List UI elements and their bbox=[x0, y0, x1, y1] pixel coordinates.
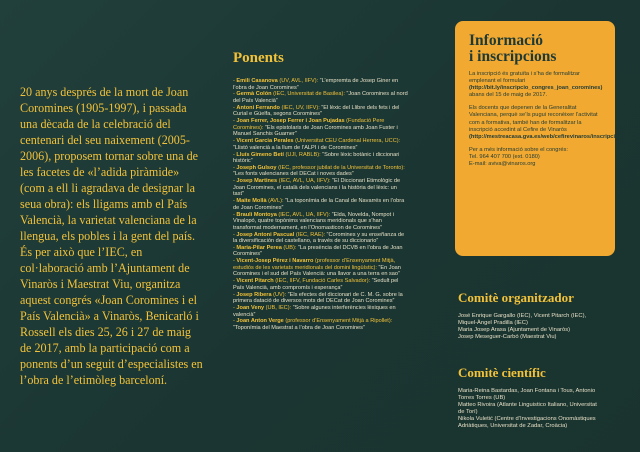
scientific-committee-title: Comitè científic bbox=[458, 365, 546, 380]
ponent-item: - Brauli Montoya (IEC, AVL, UA, IIFV): “Elda, Novelda, Nompot i Vinalopó, quatre topònims valencians meridionals que s’han transformat modernament, en l’Onomasticon de Coromines” bbox=[233, 211, 394, 231]
ponent-name: Vicent Pitarch bbox=[236, 278, 274, 285]
ponent-item: - Maite Mollà (AVL): “La toponímia de la Canal de Navarrés en l’obra de Joan Coromines” bbox=[233, 198, 405, 211]
ponent-affiliation: (IEC, AVL, UA, IIFV): bbox=[277, 178, 333, 185]
ponent-name: Josep Martines bbox=[236, 178, 278, 185]
ponent-affiliation: (Universitat CEU Cardenal Herrera, UCC): bbox=[293, 138, 401, 145]
ponent-affiliation: (professor d’Ensenyament Mitjà a Ripollet): bbox=[283, 318, 393, 325]
ponent-name: Emili Casanova bbox=[236, 78, 278, 84]
committee-member: Miquel-Àngel Pradilla (IEC) bbox=[458, 320, 528, 326]
committee-member: Josep Meseguer-Carbó (Maestrat Viu) bbox=[458, 334, 557, 340]
ponent-name: Josep Ribera bbox=[236, 291, 272, 298]
ponent-item: - Joseph Gulsoy (IEC, professor jubilat de la Universitat de Toronto): “Les fonts valencianes del DECat i noves dades” bbox=[233, 164, 405, 178]
committee-member: Matteo Rivoira (Atlante Linguistico Italiano, Universitat bbox=[458, 402, 597, 408]
ponent-talk: “Llistó valencià a la llum de l’ALPI i de Coromines” bbox=[233, 144, 358, 151]
ponent-item: - Josep Ribera (UV): “Els efectes del diccionari de C. M. G. sobre la primera datació de diversos mots del DECat de Joan Coromines” bbox=[233, 291, 403, 305]
info-box bbox=[455, 21, 623, 256]
ponent-name: Joan Ferrer, Josep Ferrer i Joan Pujadas bbox=[236, 118, 345, 125]
ponent-item: - Josep Antoni Pascual (IEC, RAE): “Coromines y su enseñanza de la diversificación del castellano, a través de su diccionario” bbox=[233, 231, 405, 245]
ponent-item: - Germà Colón (IEC, Universitat de Basilea): “Joan Coromines al nord del País Valencià” bbox=[233, 91, 408, 104]
ponent-affiliation: (UJI, RABLB): bbox=[283, 151, 323, 158]
ponent-talk: “Sobre lèxic botànic i diccionari històric” bbox=[233, 151, 400, 165]
ponent-talk: “L’empremta de Josep Giner en l’obra de Joan Coromines” bbox=[233, 78, 399, 91]
ponent-item: - Emili Casanova (UV, AVL, IIFV): “L’empremta de Josep Giner en l’obra de Joan Coromines” bbox=[233, 78, 399, 91]
info-title bbox=[469, 33, 603, 65]
ponent-affiliation: (IEC, RAE): bbox=[294, 231, 327, 238]
ponent-talk: “Sedult pel País Valencià, amb compromís i esperança” bbox=[233, 278, 399, 291]
committee-member: de Torí) bbox=[458, 409, 478, 415]
info-p2-tail: . bbox=[620, 133, 623, 140]
ponent-item: - Vicent-Josep Pérez i Navarro (professor d’Ensenyament Mitjà, estudiós de les varietats meridionals del domini lingüístic): “En Joan Coromines i el sud del País Valencià: una llavor a una terra en sao” bbox=[233, 258, 401, 278]
ponent-talk: “Sobre algunes interferències lèxiques en valencià” bbox=[233, 305, 396, 318]
info-email[interactable]: E-mail: aviva@vinaros.org bbox=[469, 161, 536, 168]
organizing-committee-title: Comitè organitzador bbox=[458, 290, 574, 305]
committee-member: Torres Torres (UB) bbox=[458, 395, 506, 401]
committee-member: Nikola Vuletić (Centre d’Investigacions Onomàstiques bbox=[458, 416, 596, 422]
ponent-item: - Maria-Pilar Perea (UB): “La presència del DCVB en l’obra de Joan Coromines” bbox=[233, 244, 403, 258]
ponent-name: Josep Antoni Pascual bbox=[236, 231, 295, 238]
ponent-name: Joan Anton Verge bbox=[236, 318, 284, 325]
registration-link[interactable]: (http://bit.ly/inscripcio_congres_joan_coromines) bbox=[469, 85, 603, 92]
ponent-item: - Vicent Garcia Perales (Universitat CEU Cardenal Herrera, UCC): “Llistó valencià a la llum de l’ALPI i de Coromines” bbox=[233, 138, 401, 151]
ponent-name: Lluís Gimeno Betí bbox=[236, 151, 284, 158]
ponent-item: - Josep Martines (IEC, AVL, UA, IIFV): “El Diccionari Etimològic de Joan Coromines, el català dels valencians i la història del lèxic: un tast” bbox=[233, 178, 401, 198]
ponent-item: - Joan Veny (UB, IEC): “Sobre algunes interferències lèxiques en valencià” bbox=[233, 305, 396, 318]
committee-member: José Enrique Gargallo (IEC), Vicent Pitarch (IEC), bbox=[458, 313, 587, 319]
ponent-affiliation: (IEC, Universitat de Basilea): bbox=[271, 91, 347, 98]
ponent-talk: “La presència del DCVB en l’obra de Joan Coromines” bbox=[233, 244, 403, 258]
ponent-name: Joan Veny bbox=[236, 305, 265, 312]
ponents-list bbox=[233, 78, 409, 332]
ponent-affiliation: (Fundació Pere Coromines): bbox=[233, 118, 385, 131]
info-contact bbox=[469, 147, 603, 168]
ponent-talk: “Toponímia del Maestrat a l’obra de Joan Coromines” bbox=[233, 324, 365, 331]
ponent-talk: “Coromines y su enseñanza de la diversificación del castellano, a través de su diccionario” bbox=[233, 231, 405, 245]
info-p2-text: Els docents que depenen de la Generalitat Valenciana, perquè se’ls pugui reconèixer l’activitat com a formativa, també han de formalitzar la inscripció accedint al Cefire de Vinaròs bbox=[469, 105, 598, 133]
info-title-line1: Informació bbox=[469, 32, 544, 49]
scientific-committee bbox=[458, 365, 623, 430]
ponent-item: - Vicent Pitarch (IEC, IIFV, Fundació Carles Salvador): “Sedult pel País Valencià, amb compromís i esperança” bbox=[233, 278, 399, 291]
ponent-item: - Lluís Gimeno Betí (UJI, RABLB): “Sobre lèxic botànic i diccionari històric” bbox=[233, 151, 400, 165]
ponents-title: Ponents bbox=[233, 50, 284, 66]
ponent-item: - Antoni Ferrando (IEC, UV, IIFV): “El lèxic del Llibre dels fets i del Curial e Güelfa, segons Coromines” bbox=[233, 104, 400, 118]
info-p1-text: La inscripció és gratuïta i s’ha de formalitzar emplenant el formulari bbox=[469, 71, 580, 85]
ponent-name: Maria-Pilar Perea bbox=[236, 244, 282, 251]
ponent-name: Vicent Garcia Perales bbox=[236, 138, 294, 145]
ponent-affiliation: (UV): bbox=[271, 291, 288, 298]
organizing-members bbox=[458, 313, 623, 341]
ponent-name: Vicent-Josep Pérez i Navarro bbox=[236, 258, 314, 265]
ponent-affiliation: (UB): bbox=[281, 244, 298, 251]
ponent-talk: “Joan Coromines al nord del País Valencià” bbox=[233, 91, 408, 104]
ponent-affiliation: (professor d’Ensenyament Mitjà, estudiós de les varietats meridionals del domini lingüístic): bbox=[233, 258, 396, 271]
ponent-talk: “Els efectes del diccionari de C. M. G. sobre la primera datació de diversos mots del DECat de Joan Coromines” bbox=[233, 291, 403, 305]
info-contact-intro: Per a més informació sobre el congrés: bbox=[469, 146, 568, 153]
cefire-link[interactable]: (http://mestreacasa.gva.es/web/cefirevinaros/inscripcio) bbox=[469, 133, 621, 140]
ponent-name: Brauli Montoya bbox=[236, 211, 277, 218]
ponent-talk: “Les fonts valencianes del DECat i noves dades” bbox=[233, 171, 354, 178]
ponent-item: - Joan Ferrer, Josep Ferrer i Joan Pujadas (Fundació Pere Coromines): “Els epistolaris de Joan Coromines amb Joan Fuster i Manuel Sanchis Guarner” bbox=[233, 118, 398, 138]
scientific-members bbox=[458, 388, 623, 430]
ponent-affiliation: (IEC, IIFV, Fundació Carles Salvador): bbox=[273, 278, 372, 285]
committee-member: Maria Josep Arasa (Ajuntament de Vinaròs) bbox=[458, 327, 571, 333]
ponent-affiliation: (UV, AVL, IIFV): bbox=[277, 78, 320, 84]
info-title-line2: i inscripcions bbox=[469, 48, 557, 65]
ponent-talk: “En Joan Coromines i el sud del País Valencià: una llavor a una terra en sao” bbox=[233, 264, 401, 278]
ponent-name: Antoni Ferrando bbox=[236, 104, 280, 111]
ponent-talk: “El Diccionari Etimològic de Joan Coromines, el català dels valencians i la història del lèxic: un tast” bbox=[233, 178, 401, 198]
ponent-talk: “La toponímia de la Canal de Navarrés en l’obra de Joan Coromines” bbox=[233, 198, 405, 211]
ponent-item: - Joan Anton Verge (professor d’Ensenyament Mitjà a Ripollet): “Toponímia del Maestrat a l’obra de Joan Coromines” bbox=[233, 318, 393, 331]
ponent-talk: “Els epistolaris de Joan Coromines amb Joan Fuster i Manuel Sanchis Guarner” bbox=[233, 124, 398, 138]
ponent-name: Maite Mollà bbox=[236, 198, 267, 205]
ponent-affiliation: (AVL): bbox=[266, 198, 286, 205]
ponent-affiliation: (IEC, AVL, UA, IIFV): bbox=[276, 211, 332, 218]
ponent-affiliation: (IEC, UV, IIFV): bbox=[279, 104, 322, 111]
info-p1-tail: abans del 15 de maig de 2017. bbox=[469, 92, 548, 99]
info-teachers bbox=[469, 105, 623, 140]
ponent-name: Germà Colón bbox=[236, 91, 272, 98]
committee-member: Maria-Reina Bastardas, Joan Fontana i Tous, Antonio bbox=[458, 388, 596, 394]
ponent-affiliation: (UB, IEC): bbox=[264, 305, 293, 312]
ponent-affiliation: (IEC, professor jubilat de la Universitat de Toronto): bbox=[276, 164, 405, 171]
info-registration bbox=[469, 71, 603, 99]
ponent-talk: “Elda, Novelda, Nompot i Vinalopó, quatre topònims valencians meridionals que s’han transformat modernament, en l’Onomasticon de Coromines” bbox=[233, 211, 394, 231]
ponents-section bbox=[233, 50, 409, 332]
organizing-committee bbox=[458, 290, 623, 341]
ponent-name: Joseph Gulsoy bbox=[236, 164, 277, 171]
committee-member: Adriàtiques, Universitat de Zadar, Croàcia) bbox=[458, 423, 568, 429]
ponent-talk: “El lèxic del Llibre dels fets i del Curial e Güelfa, segons Coromines” bbox=[233, 104, 400, 118]
intro-text: 20 anys després de la mort de Joan Coromines (1905-1997), i passada una dècada de la celebració del centenari del seu naixement (2005-2006), proposem tornar sobre una de les facetes de «l’adida piràmide» (com a ell li agradava de designar la seua obra): els lligams amb el País Valencià, la varietat valenciana de la llengua, els pobles i la gent del país. És per això que l’IEC, en col·laboració amb l’Ajuntament de Vinaròs i Maestrat Viu, organitza aquest congrés «Joan Coromines i el País Valencià» a Vinaròs, Benicarló i Rossell els dies 25, 26 i 27 de maig de 2017, amb la participació com a ponents d’un seguit d’especialistes en l’obra de l’etimòleg barceloní. bbox=[20, 85, 203, 388]
info-phone: Tel. 964 407 700 (ext. 0180) bbox=[469, 153, 540, 160]
